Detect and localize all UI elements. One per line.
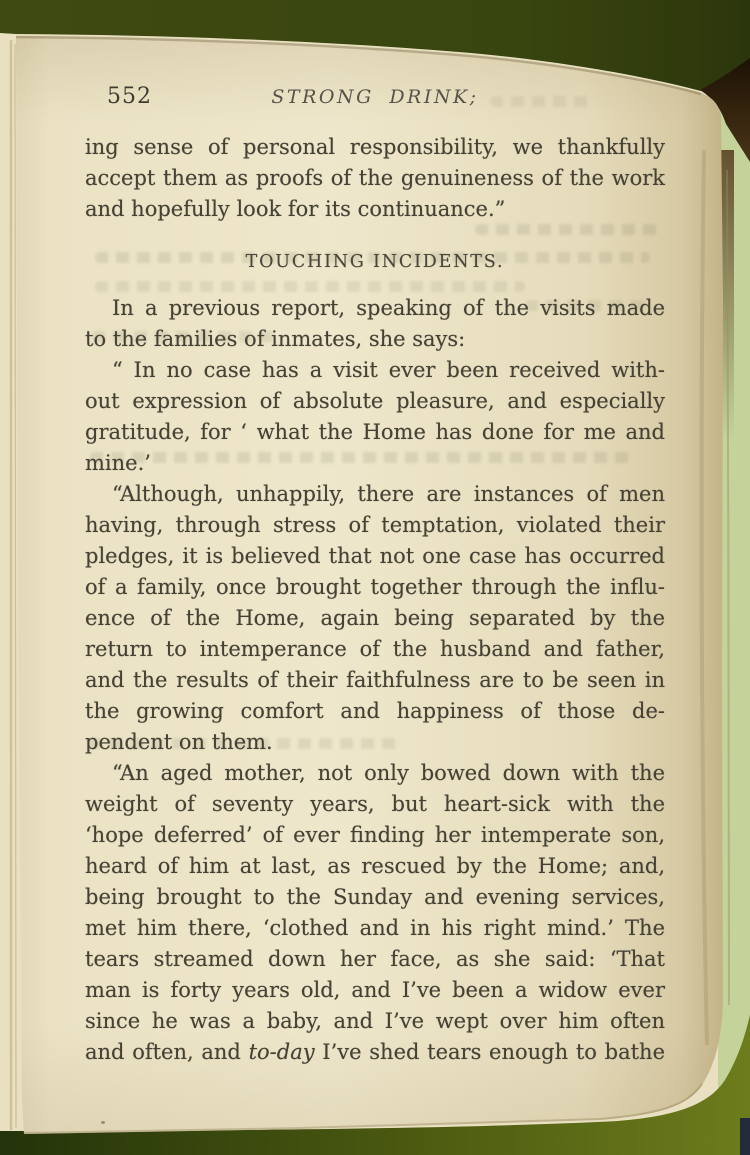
paragraph (85, 355, 665, 479)
paragraph (85, 293, 665, 355)
text-line: ence of the Home, again being separated by the (85, 606, 665, 630)
text-line: and hopefully look for its continuance.” (85, 197, 506, 221)
text-block (85, 132, 665, 1068)
paragraph (85, 479, 665, 758)
text-line: out expression of absolute pleasure, and especially (85, 389, 665, 413)
text-line: the growing comfort and happiness of those de- (85, 699, 665, 723)
running-head: STRONG DRINK; (271, 86, 479, 108)
text-line: “Although, unhappily, there are instances of men (112, 482, 665, 506)
text-line: accept them as proofs of the genuineness of the work (85, 166, 665, 190)
text-line: since he was a baby, and I’ve wept over him often (85, 1009, 665, 1033)
ink-speck (101, 1121, 105, 1124)
page-header (85, 84, 665, 114)
paragraph (85, 758, 665, 1068)
text-line: heard of him at last, as rescued by the Home; and, (85, 854, 665, 878)
text-line: In a previous report, speaking of the visits made (112, 296, 665, 320)
text-line: gratitude, for ‘ what the Home has done for me and (85, 420, 665, 444)
text-line: return to intemperance of the husband and father, (85, 637, 665, 661)
page-number: 552 (107, 84, 152, 109)
text-line: pendent on them. (85, 730, 273, 754)
text-line: having, through stress of temptation, violated their (85, 513, 665, 537)
text-line: “ In no case has a visit ever been received with- (112, 358, 665, 382)
text-line: and the results of their faithfulness are to be seen in (85, 668, 665, 692)
text-line: met him there, ‘clothed and in his right mind.’ The (85, 916, 665, 940)
text-line: pledges, it is believed that not one case has occurred (85, 544, 665, 568)
text-line: of a family, once brought together through the influ- (85, 575, 665, 599)
text-line: ing sense of personal responsibility, we thankfully (85, 135, 665, 159)
text-line: “An aged mother, not only bowed down with the (112, 761, 665, 785)
text-line: to the families of inmates, she says: (85, 327, 466, 351)
text-line: ‘hope deferred’ of ever finding her intemperate son, (85, 823, 665, 847)
binding-sliver (740, 1118, 750, 1155)
paragraph (85, 132, 665, 225)
section-heading: TOUCHING INCIDENTS. (245, 252, 505, 272)
text-line: being brought to the Sunday and evening services, (85, 885, 665, 909)
text-line: man is forty years old, and I’ve been a widow ever (85, 978, 665, 1002)
text-line: mine.’ (85, 451, 151, 475)
text-line: and often, and to-day I’ve shed tears enough to bathe (85, 1040, 665, 1064)
text-line: tears streamed down her face, as she said: ‘That (85, 947, 665, 971)
text-line: weight of seventy years, but heart-sick with the (85, 792, 665, 816)
